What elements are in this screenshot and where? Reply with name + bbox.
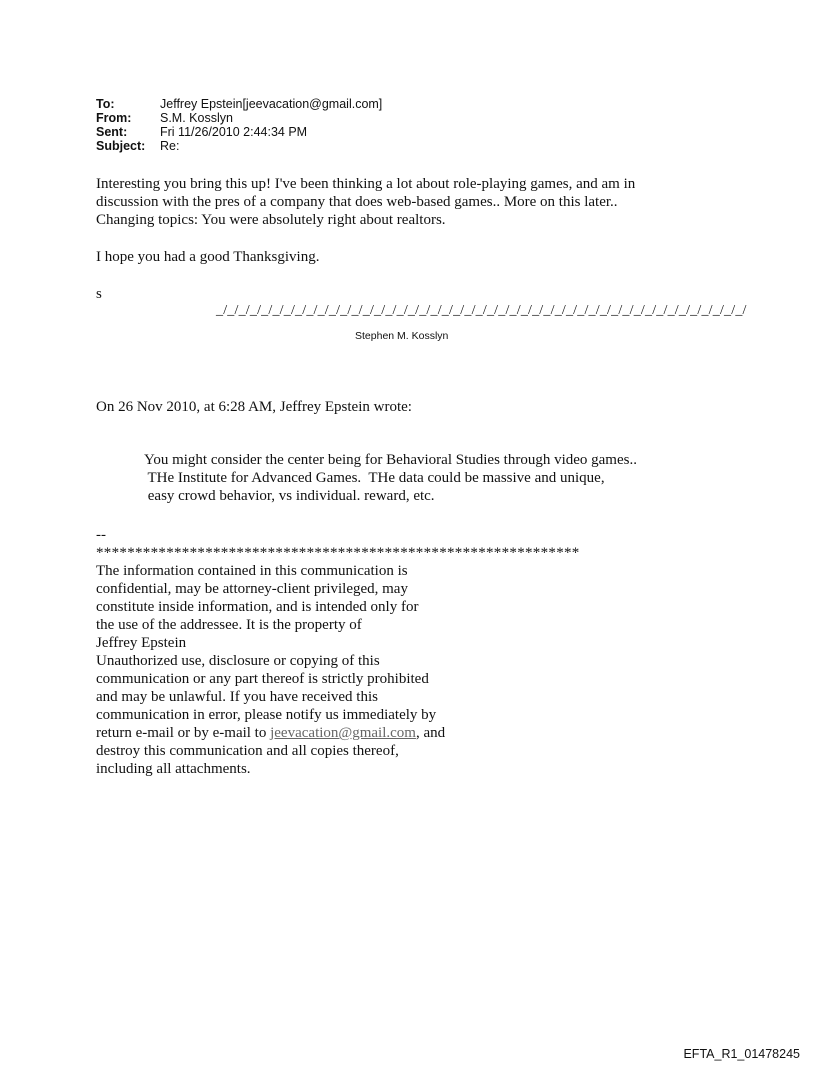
from-value: S.M. Kosslyn: [160, 111, 233, 125]
quoted-message: [144, 451, 637, 505]
link-prefix: return e-mail or by e-mail to: [96, 725, 271, 741]
to-label: To:: [96, 97, 115, 111]
from-row: [96, 111, 382, 125]
disclaimer-dashes: --: [96, 527, 106, 543]
subject-row: [96, 139, 382, 153]
disclaimer-line: confidential, may be attorney-client privileged, may: [96, 581, 408, 597]
to-row: [96, 97, 382, 111]
email-header: [96, 97, 382, 153]
message-line: Changing topics: You were absolutely right about realtors.: [96, 212, 446, 228]
disclaimer-line: destroy this communication and all copies thereof,: [96, 743, 399, 759]
disclaimer-line: The information contained in this communication is: [96, 563, 408, 579]
disclaimer-line: including all attachments.: [96, 761, 251, 777]
quoted-line: You might consider the center being for Behavioral Studies through video games..: [144, 452, 637, 468]
signoff: s: [96, 286, 102, 302]
sent-row: [96, 125, 382, 139]
sent-value: Fri 11/26/2010 2:44:34 PM: [160, 125, 308, 139]
signature-name: Stephen M. Kosslyn: [355, 330, 449, 342]
disclaimer-line: Jeffrey Epstein: [96, 635, 187, 651]
from-label: From:: [96, 111, 132, 125]
signature-divider: _/_/_/_/_/_/_/_/_/_/_/_/_/_/_/_/_/_/_/_/_/_/_/_/_/_/_/_/_/_/_/_/_/_/_/_/_/_/_/_/_/_/_/_/_/_/_/: [216, 303, 747, 318]
disclaimer-line: and may be unlawful. If you have received this: [96, 689, 378, 705]
to-value: Jeffrey Epstein[jeevacation@gmail.com]: [160, 97, 383, 111]
document-id: EFTA_R1_01478245: [683, 1047, 800, 1061]
quote-intro: On 26 Nov 2010, at 6:28 AM, Jeffrey Epstein wrote:: [96, 399, 412, 415]
disclaimer-line: communication or any part thereof is strictly prohibited: [96, 671, 429, 687]
message-line: Interesting you bring this up! I've been thinking a lot about role-playing games, and am in: [96, 176, 636, 192]
email-link[interactable]: jeevacation@gmail.com: [270, 725, 416, 741]
message-line: discussion with the pres of a company that does web-based games.. More on this later..: [96, 194, 618, 210]
subject-label: Subject:: [96, 139, 146, 153]
quoted-line: THe Institute for Advanced Games. THe data could be massive and unique,: [144, 470, 605, 486]
quoted-line: easy crowd behavior, vs individual. reward, etc.: [144, 488, 435, 504]
disclaimer: [96, 526, 580, 778]
disclaimer-line: the use of the addressee. It is the property of: [96, 617, 362, 633]
disclaimer-stars: **************************************************************: [96, 545, 580, 561]
thanksgiving-line: I hope you had a good Thanksgiving.: [96, 249, 320, 265]
disclaimer-link-line: [96, 724, 580, 742]
disclaimer-line: Unauthorized use, disclosure or copying of this: [96, 653, 380, 669]
link-suffix: , and: [415, 725, 446, 741]
subject-value: Re:: [160, 139, 180, 153]
sent-label: Sent:: [96, 125, 128, 139]
message-paragraph: [96, 175, 635, 229]
disclaimer-line: constitute inside information, and is intended only for: [96, 599, 419, 615]
disclaimer-line: communication in error, please notify us immediately by: [96, 707, 437, 723]
